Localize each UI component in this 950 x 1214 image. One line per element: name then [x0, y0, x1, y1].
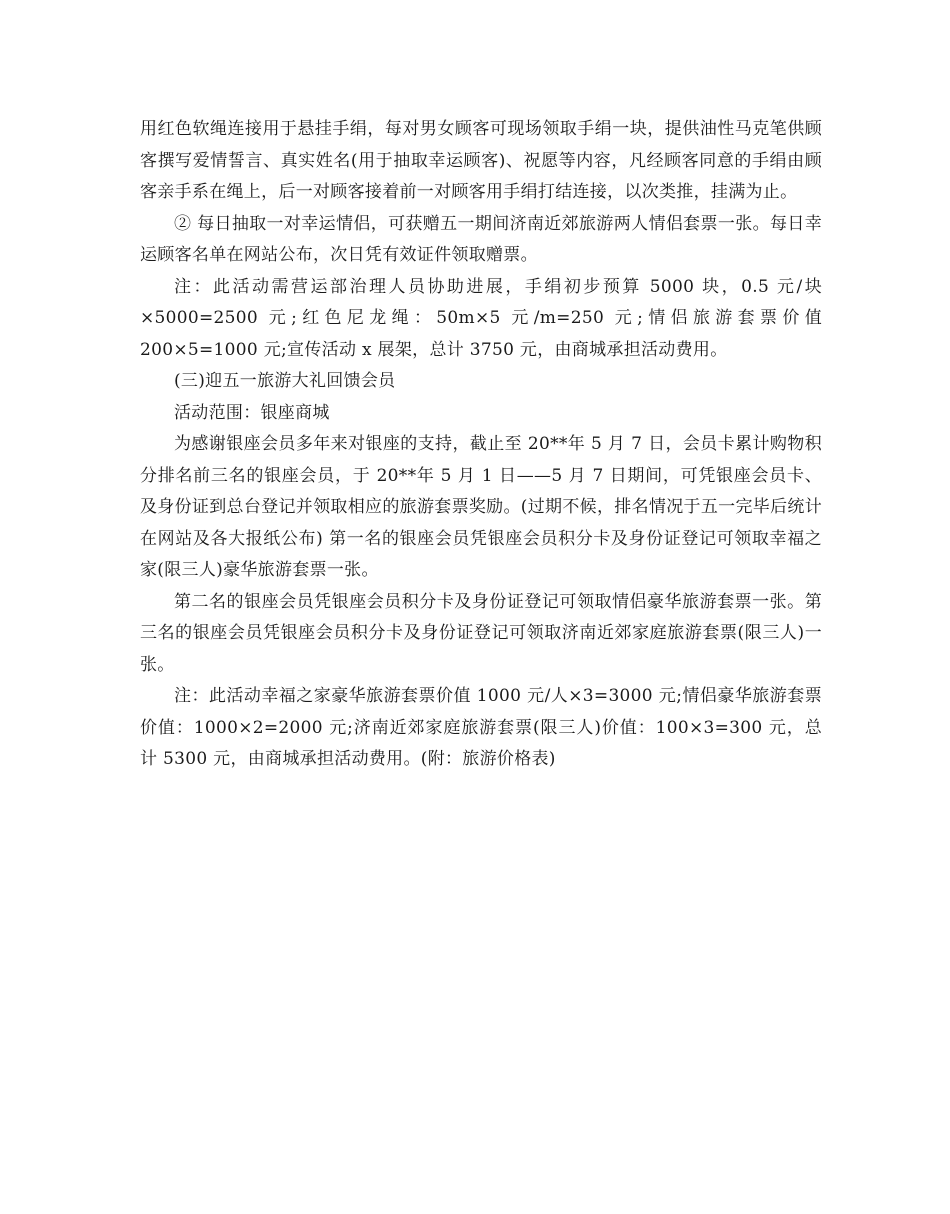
paragraph-member-reward: 为感谢银座会员多年来对银座的支持，截止至 20**年 5 月 7 日，会员卡累计购物积分排名前三名的银座会员，于 20**年 5 月 1 日——5 月 7 日期间，可凭银座会员卡、及身份证到总台登记并领取相应的旅游套票奖励。(过期不候，排名情况于五一完毕后统计在网站及各大报纸公布) 第一名的银座会员凭银座会员积分卡及身份证登记可领取幸福之家(限三人)豪华旅游套票一张。 [140, 434, 822, 580]
paragraph-lucky-couple: ② 每日抽取一对幸运情侣，可获赠五一期间济南近郊旅游两人情侣套票一张。每日幸运顾客名单在网站公布，次日凭有效证件领取赠票。 [140, 213, 822, 265]
paragraph-second-third-prize: 第二名的银座会员凭银座会员积分卡及身份证登记可领取情侣豪华旅游套票一张。第三名的银座会员凭银座会员积分卡及身份证登记可领取济南近郊家庭旅游套票(限三人)一张。 [140, 591, 822, 675]
section-heading-member-gift: (三)迎五一旅游大礼回馈会员 [174, 371, 396, 391]
paragraph-cost-note-2: 注：此活动幸福之家豪华旅游套票价值 1000 元/人×3=3000 元;情侣豪华旅游套票价值：1000×2=2000 元;济南近郊家庭旅游套票(限三人)价值：100×3=300 元，总计 5300 元，由商城承担活动费用。(附：旅游价格表) [140, 686, 822, 769]
document-body [140, 114, 822, 776]
paragraph-cost-note-1: 注：此活动需营运部治理人员协助进展，手绢初步预算 5000 块，0.5 元/块×5000=2500 元;红色尼龙绳：50m×5 元/m=250 元;情侣旅游套票价值 200×5=1000 元;宣传活动 x 展架，总计 3750 元，由商城承担活动费用。 [140, 276, 822, 360]
paragraph-ribbon-rules: 用红色软绳连接用于悬挂手绢，每对男女顾客可现场领取手绢一块，提供油性马克笔供顾客撰写爱情誓言、真实姓名(用于抽取幸运顾客)、祝愿等内容，凡经顾客同意的手绢由顾客亲手系在绳上，后一对顾客接着前一对顾客用手绢打结连接，以次类推，挂满为止。 [140, 119, 822, 202]
paragraph-activity-scope: 活动范围：银座商城 [174, 402, 330, 423]
